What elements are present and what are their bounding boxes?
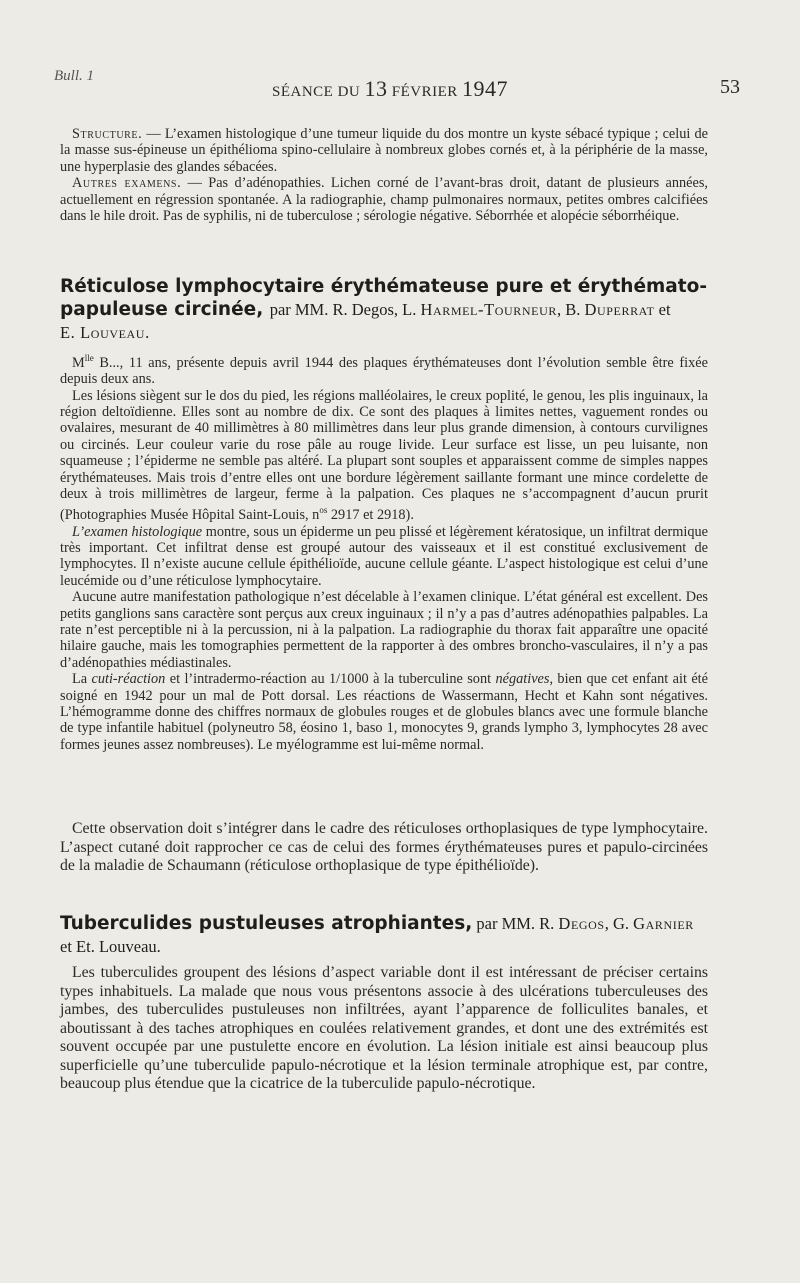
page-header <box>40 68 740 106</box>
journal-ref: Bull. 1 <box>54 68 94 84</box>
article1-paragraph-3: L’examen histologique montre, sous un épiderme un peu plissé et légèrement kératosique, un infiltrat dermique très important. Cet infiltrat dense est groupé autour des vaisseaux et il est constitué exclusivement de lymphocytes. Il n’existe aucune cellule épithélioïde, aucune cellule géante. L’aspect histologique est celui d’une leucémide ou d’une réticulose lymphocytaire. <box>60 523 708 589</box>
article1-paragraph-1: $M^{lle}$ B..., 11 ans, présente depuis avril 1944 des plaques érythémateuses dont l’évolution semble être fixée depuis deux ans. <box>60 353 708 388</box>
article2-authors: par MM. R. Degos, G. Garnier et Et. Louveau. <box>60 914 694 956</box>
autres-examens-paragraph: Autres examens. — Pas d’adénopathies. Lichen corné de l’avant-bras droit, datant de plusieurs années, actuellement en régression spontanée. A la radiographie, champ pulmonaires normaux, petites ombres calcifiées dans le hile droit. Pas de syphilis, ni de tuberculose ; sérologie négative. Séborrhée et alopécie séborrhéique. <box>60 175 708 225</box>
intro-section <box>60 126 708 224</box>
structure-paragraph: Structure. — L’examen histologique d’une tumeur liquide du dos montre un kyste sébacé typique ; celui de la masse sus-épineuse un épithélioma spino-cellulaire à nombreux globes cornés et, à la périphérie de la masse, une hyperplasie des glandes sébacées. <box>60 126 708 175</box>
article1-heading <box>60 275 710 344</box>
article1-body <box>60 350 708 753</box>
article1-paragraph-2: Les lésions siègent sur le dos du pied, les régions malléolaires, le creux poplité, le genou, les plis inguinaux, la région deltoïdienne. Elles sont au nombre de dix. Ce sont des plaques à limites nettes, vaguement rondes ou ovalaires, mesurant de 40 millimètres à 80 millimètres dans leur plus grande dimension, à contours curvilignes ou circinés. Leur couleur varie du rose pâle au rouge livide. Leur surface est lisse, un peu luisante, non squameuse ; l’épiderme ne semble pas altéré. La plupart sont souples et apparaissent comme de simples nappes érythémateuses. Mais trois d’entre elles ont une bordure légèrement saillante formant une mince cordelette de deux à trois millimètres de largeur, ferme à la palpation. Ces plaques ne s’accompagnent d’aucun prurit (Photographies Musée Hôpital Saint-Louis, $n^{os}$ 2917 et 2918). <box>60 387 708 524</box>
article2-body: Les tuberculides groupent des lésions d’aspect variable dont il est intéressant de préciser certains types inhabituels. La malade que nous vous présentons associe à des ulcérations tuberculeuses des jambes, des tuberculides pustuleuses non infiltrées, ayant l’apparence de folliculites banales, et aboutissant à des taches atrophiques en coulées relativement grandes, et dont une des extrémités est souvent occupée par une pustulette encore en évolution. La lésion initiale est ainsi beaucoup plus superficielle qu’une tuberculide papulo-nécrotique et la lésion terminale atrophique est, par contre, beaucoup plus étendue que la cicatrice de la tuberculide papulo-nécrotique. <box>60 964 708 1092</box>
article1-authors: par MM. R. Degos, L. Harmel-Tourneur, B. Duperrat et E. Louveau. <box>60 300 671 342</box>
article1-conclusion: Cette observation doit s’intégrer dans le cadre des réticuloses orthoplasiques de type lymphocytaire. L’aspect cutané doit rapprocher ce cas de celui des formes érythémateuses pures et papulo-circinées de la maladie de Schaumann (réticulose orthoplasique de type épithélioïde). <box>60 820 708 874</box>
article1-title: Réticulose lymphocytaire érythémateuse pure et érythémato-papuleuse circinée, <box>60 276 708 320</box>
running-title: SÉANCE DU 13 FÉVRIER 1947 <box>271 76 509 101</box>
article2-heading <box>60 912 710 958</box>
article2-title: Tuberculides pustuleuses atrophiantes, <box>60 913 473 934</box>
article1-paragraph-5: La cuti-réaction et l’intradermo-réaction au 1/1000 à la tuberculine sont négatives, bien que cet enfant ait été soigné en 1942 pour un mal de Pott dorsal. Les réactions de Wassermann, Hecht et Kahn sont négatives. L’hémogramme donne des chiffres normaux de globules rouges et de globules blancs avec une formule blanche de type infantile habituel (polyneutro 58, éosino 1, baso 1, monocytes 9, grands lympho 3, lymphocytes 28 avec formes jeunes assez nombreuses). Le myélogramme est lui-même normal. <box>60 671 708 753</box>
page-number: 53 <box>720 76 740 98</box>
article1-paragraph-4: Aucune autre manifestation pathologique n’est décelable à l’examen clinique. L’état général est excellent. Des petits ganglions sans caractère sont perçus aux creux inguinaux ; il n’y a pas d’autres adénopathies palpables. La rate n’est perceptible ni à la percussion, ni à la palpation. La radiographie du thorax fait apparaître une opacité hilaire gauche, mais les tomographies permettent de la rapporter à des ombres broncho-vasculaires, il n’y a pas d’adénopathies médiastinales. <box>60 589 708 671</box>
